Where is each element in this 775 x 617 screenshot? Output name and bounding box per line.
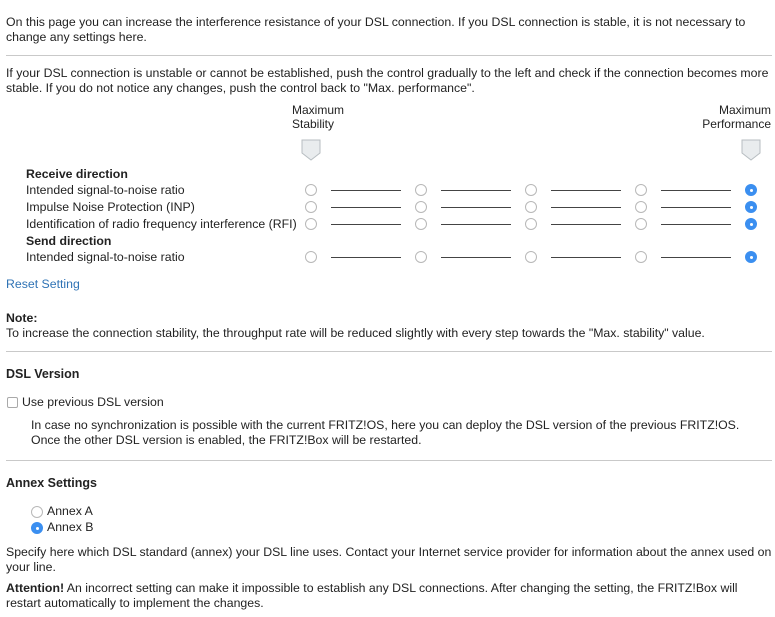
send-snr-step-5-radio[interactable]	[745, 251, 757, 263]
send-direction-heading: Send direction	[26, 234, 112, 248]
annex-heading: Annex Settings	[6, 476, 97, 490]
annex-attention	[6, 581, 772, 611]
receive-snr-step-2-radio[interactable]	[415, 184, 427, 196]
annex-b-label[interactable]: Annex B	[47, 520, 94, 534]
slider-track-segment	[331, 190, 401, 191]
slider-track-segment	[331, 207, 401, 208]
receive-snr-label: Intended signal-to-noise ratio	[26, 183, 185, 197]
receive-rfi-step-4-radio[interactable]	[635, 218, 647, 230]
max-stability-label: Maximum Stability	[292, 103, 345, 131]
slider-track-segment	[661, 224, 731, 225]
receive-inp-step-5-radio[interactable]	[745, 201, 757, 213]
attention-text: An incorrect setting can make it impossible to establish any DSL connections. After changing the setting, the FRITZ!Box will restart automatically to implement the changes.	[6, 581, 738, 610]
dsl-version-heading: DSL Version	[6, 367, 80, 381]
attention-label: Attention!	[6, 581, 65, 595]
slider-track-segment	[441, 224, 511, 225]
slider-track-segment	[661, 257, 731, 258]
annex-b-radio[interactable]	[31, 522, 43, 534]
slider-track-segment	[551, 257, 621, 258]
note-heading: Note:	[6, 311, 38, 325]
intro-text: On this page you can increase the interference resistance of your DSL connection. If you DSL connection is stable, it is not necessary to change any settings here.	[6, 15, 746, 44]
divider	[6, 460, 772, 461]
slider-track-segment	[331, 257, 401, 258]
receive-snr-step-3-radio[interactable]	[525, 184, 537, 196]
stability-slider-handle[interactable]	[301, 139, 321, 161]
note-text: To increase the connection stability, the throughput rate will be reduced slightly with every step towards the "Max. stability" value.	[6, 326, 705, 340]
max-performance-label: Maximum Performance	[702, 103, 771, 131]
instruction-text: If your DSL connection is unstable or cannot be established, push the control gradually to the left and check if the connection becomes more stable. If you do not notice any changes, push the control back to "Max. performance".	[6, 66, 769, 95]
slider-track-segment	[661, 190, 731, 191]
receive-inp-step-3-radio[interactable]	[525, 201, 537, 213]
send-snr-step-1-radio[interactable]	[305, 251, 317, 263]
send-snr-step-3-radio[interactable]	[525, 251, 537, 263]
receive-inp-step-4-radio[interactable]	[635, 201, 647, 213]
slider-track-segment	[661, 207, 731, 208]
dsl-version-description: In case no synchronization is possible with the current FRITZ!OS, here you can deploy the DSL version of the previous FRITZ!OS. Once the other DSL version is enabled, the FRITZ!Box will be restarted.	[31, 418, 740, 447]
receive-snr-step-5-radio[interactable]	[745, 184, 757, 196]
receive-rfi-step-3-radio[interactable]	[525, 218, 537, 230]
annex-a-radio[interactable]	[31, 506, 43, 518]
slider-track-segment	[551, 224, 621, 225]
slider-track-segment	[551, 207, 621, 208]
annex-a-label[interactable]: Annex A	[47, 504, 93, 518]
receive-snr-step-1-radio[interactable]	[305, 184, 317, 196]
use-previous-dsl-label[interactable]: Use previous DSL version	[22, 395, 164, 409]
divider	[6, 351, 772, 352]
receive-inp-step-2-radio[interactable]	[415, 201, 427, 213]
receive-inp-label: Impulse Noise Protection (INP)	[26, 200, 195, 214]
receive-rfi-step-1-radio[interactable]	[305, 218, 317, 230]
slider-track-segment	[441, 207, 511, 208]
receive-direction-heading: Receive direction	[26, 167, 128, 181]
receive-inp-step-1-radio[interactable]	[305, 201, 317, 213]
receive-rfi-step-2-radio[interactable]	[415, 218, 427, 230]
performance-slider-handle[interactable]	[741, 139, 761, 161]
slider-track-segment	[441, 190, 511, 191]
use-previous-dsl-checkbox[interactable]	[7, 397, 18, 408]
send-snr-step-4-radio[interactable]	[635, 251, 647, 263]
annex-description: Specify here which DSL standard (annex) your DSL line uses. Contact your Internet service provider for information about the annex used on your line.	[6, 545, 772, 574]
divider	[6, 55, 772, 56]
receive-snr-step-4-radio[interactable]	[635, 184, 647, 196]
slider-track-segment	[331, 224, 401, 225]
send-snr-label: Intended signal-to-noise ratio	[26, 250, 185, 264]
receive-rfi-step-5-radio[interactable]	[745, 218, 757, 230]
reset-setting-link[interactable]: Reset Setting	[6, 277, 80, 291]
slider-track-segment	[551, 190, 621, 191]
slider-track-segment	[441, 257, 511, 258]
send-snr-step-2-radio[interactable]	[415, 251, 427, 263]
receive-rfi-label: Identification of radio frequency interference (RFI)	[26, 217, 297, 231]
